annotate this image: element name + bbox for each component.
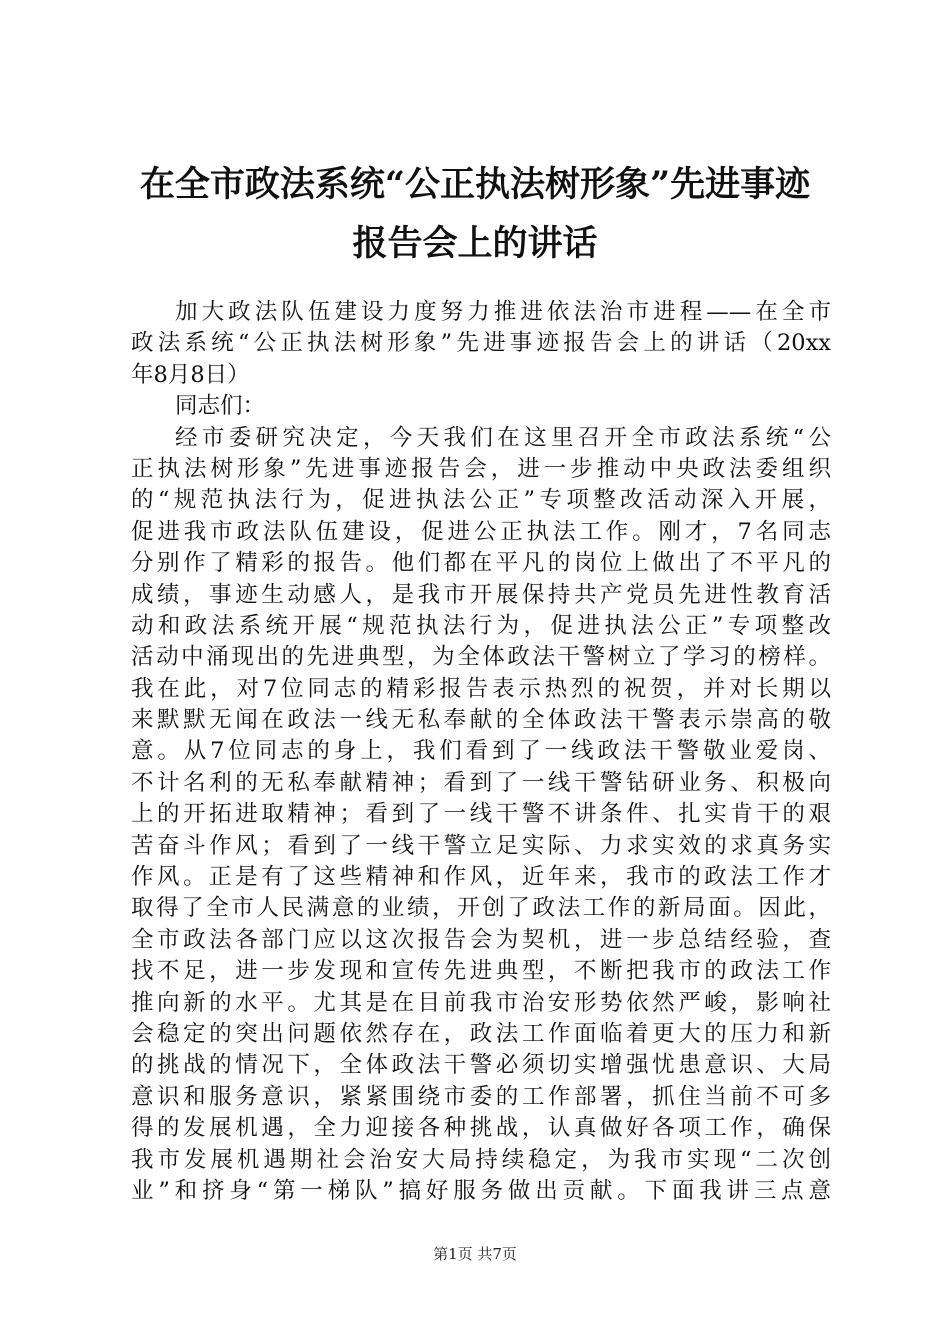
body-line: 意识和服务意识，紧紧围绕市委的工作部署，抓住当前不可多 xyxy=(131,1083,831,1110)
body-line: 分别作了精彩的报告。他们都在平凡的岗位上做出了不平凡的 xyxy=(131,550,831,577)
body-line: 经市委研究决定，今天我们在这里召开全市政法系统“公 xyxy=(175,424,831,451)
body-line: 的“规范执法行为，促进执法公正”专项整改活动深入开展， xyxy=(131,487,831,514)
body-line: 正执法树形象”先进事迹报告会，进一步推动中央政法委组织 xyxy=(131,455,831,482)
body-line: 政法系统“公正执法树形象”先进事迹报告会上的讲话（20xx xyxy=(131,330,831,357)
body-line: 来默默无闻在政法一线无私奉献的全体政法干警表示崇高的敬 xyxy=(131,707,831,734)
body-line: 苦奋斗作风；看到了一线干警立足实际、力求实效的求真务实 xyxy=(131,832,831,859)
body-line: 意。从7位同志的身上，我们看到了一线政法干警敬业爱岗、 xyxy=(131,738,831,765)
page-footer: 第1页 共7页 xyxy=(433,1245,517,1263)
body-line: 上的开拓进取精神；看到了一线干警不讲条件、扎实肯干的艰 xyxy=(131,801,831,828)
body-line: 业”和挤身“第一梯队”搞好服务做出贡献。下面我讲三点意 xyxy=(131,1177,831,1204)
body-line: 年8月8日） xyxy=(131,361,250,388)
body-line: 找不足，进一步发现和宣传先进典型，不断把我市的政法工作 xyxy=(131,958,831,985)
body-line: 全市政法各部门应以这次报告会为契机，进一步总结经验，查 xyxy=(131,926,831,953)
body-line: 推向新的水平。尤其是在目前我市治安形势依然严峻，影响社 xyxy=(131,989,831,1016)
body-line: 加大政法队伍建设力度努力推进依法治市进程——在全市 xyxy=(175,299,831,325)
body-line: 的挑战的情况下，全体政法干警必须切实增强忧患意识、大局 xyxy=(131,1052,831,1079)
body-line: 活动中涌现出的先进典型，为全体政法干警树立了学习的榜样。 xyxy=(131,644,831,671)
body-line: 取得了全市人民满意的业绩，开创了政法工作的新局面。因此， xyxy=(131,895,831,922)
body-line: 得的发展机遇，全力迎接各种挑战，认真做好各项工作，确保 xyxy=(131,1115,831,1142)
body-line: 成绩，事迹生动感人，是我市开展保持共产党员先进性教育活 xyxy=(131,581,831,608)
body-line: 会稳定的突出问题依然存在，政法工作面临着更大的压力和新 xyxy=(131,1020,831,1047)
document-body xyxy=(131,297,831,1207)
body-line: 我在此，对7位同志的精彩报告表示热烈的祝贺，并对长期以 xyxy=(131,675,831,702)
document-title-line-1: 在全市政法系统“公正执法树形象”先进事迹 xyxy=(139,164,811,205)
body-line: 促进我市政法队伍建设，促进公正执法工作。刚才，7名同志 xyxy=(131,518,831,545)
document-title-line-2: 报告会上的讲话 xyxy=(352,223,598,264)
salutation: 同志们： xyxy=(175,393,266,420)
body-line: 作风。正是有了这些精神和作风，近年来，我市的政法工作才 xyxy=(131,864,831,891)
body-line: 不计名利的无私奉献精神；看到了一线干警钻研业务、积极向 xyxy=(131,769,831,796)
body-line: 我市发展机遇期社会治安大局持续稳定，为我市实现“二次创 xyxy=(131,1146,831,1173)
body-line: 动和政法系统开展“规范执法行为，促进执法公正”专项整改 xyxy=(131,612,831,639)
